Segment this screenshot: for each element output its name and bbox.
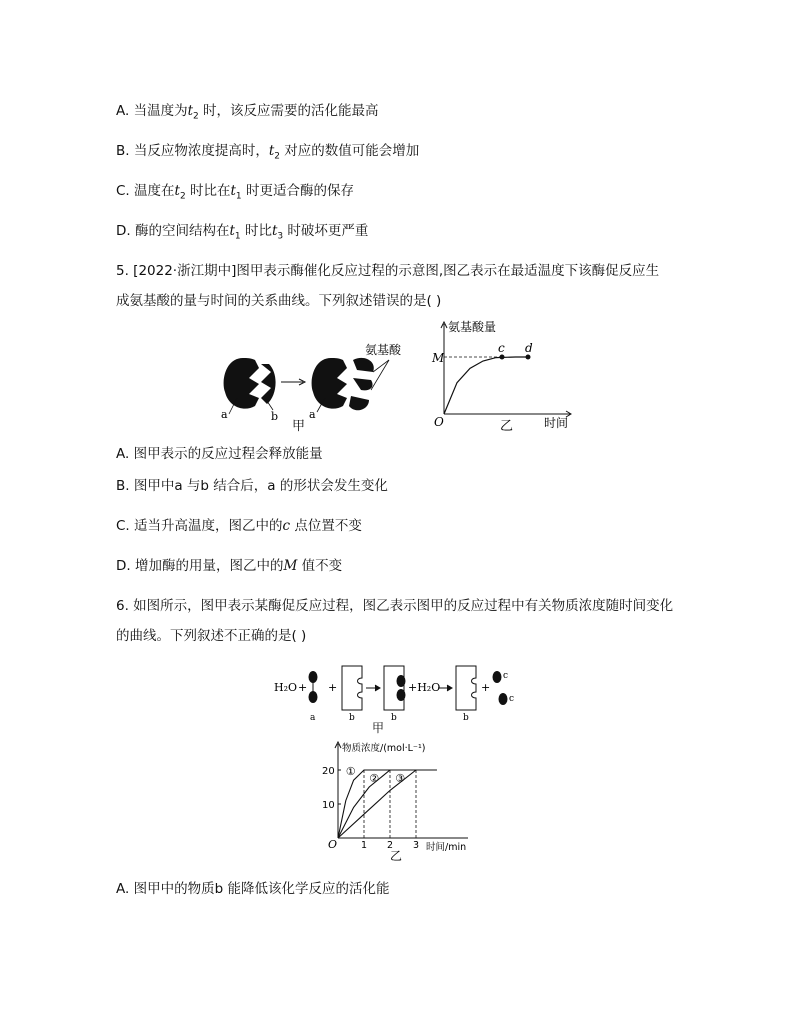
subscript: 1 [234, 231, 241, 242]
q6-option-a: A. 图甲中的物质b 能降低该化学反应的活化能 [116, 881, 390, 897]
amino-acid-piece-2 [353, 378, 373, 390]
subscript: 1 [235, 191, 242, 202]
caption-yi: 乙 [390, 849, 403, 862]
option-text: 点位置不变 [290, 518, 362, 534]
label-amino-acid: 氨基酸 [365, 343, 402, 357]
enzyme-b [342, 666, 362, 710]
enzyme-b-after [456, 666, 476, 710]
bound-substrate [397, 675, 406, 687]
pointer-line [371, 360, 389, 390]
var-t: t [187, 103, 194, 119]
concentration-curve-2 [338, 770, 437, 838]
substrate-b [261, 364, 276, 404]
q6-caption-jia: 甲 [372, 721, 385, 735]
q5-option-a: A. 图甲表示的反应过程会释放能量 [116, 446, 323, 462]
option-text: 时比 [240, 223, 272, 239]
var-m: M [283, 558, 298, 574]
label-b: b [271, 410, 279, 423]
label-b: b [391, 713, 397, 723]
amino-acid-piece-3 [349, 396, 369, 410]
label-a: a [310, 713, 316, 723]
subscript: 2 [179, 191, 186, 202]
q5-caption-jia: 甲 [292, 419, 306, 434]
option-text: A. 当温度为 [116, 103, 188, 119]
plus-sign: + [298, 681, 308, 694]
label-a: a [221, 408, 228, 421]
amino-acid-piece-1 [353, 358, 374, 372]
enzyme-substrate-complex [384, 666, 404, 710]
q4-option-c [116, 182, 354, 206]
q5-figure-jia [215, 338, 415, 433]
substrate-a [309, 671, 318, 703]
var-t: t [174, 183, 180, 199]
curve-label: ③ [395, 771, 406, 785]
subscript: 3 [277, 231, 284, 242]
var-t: t [271, 223, 278, 239]
option-text: 时，该反应需要的活化能最高 [198, 103, 379, 119]
x-tick-label: 3 [413, 840, 420, 851]
amino-acid-curve [444, 357, 529, 414]
q5-chart-yi [430, 316, 580, 436]
h2o-label: H₂O [274, 681, 298, 694]
bound-substrate [397, 689, 406, 701]
option-text: 时更适合酶的保存 [241, 183, 354, 199]
x-axis-label: 时间 [544, 416, 569, 430]
c-label: c [498, 341, 505, 355]
pointer-line [373, 360, 389, 372]
plus-h2o: +H₂O [408, 681, 441, 694]
option-text: D. 增加酶的用量，图乙中的 [116, 558, 284, 574]
label-c: c [503, 671, 509, 681]
option-text: C. 温度在 [116, 183, 175, 199]
arrow-head [375, 685, 380, 691]
concentration-curve-1 [338, 770, 437, 838]
q5-option-b: B. 图甲中a 与b 结合后，a 的形状会发生变化 [116, 478, 388, 494]
label-c: c [509, 694, 515, 704]
product-c [493, 671, 502, 683]
y-axis-label: 物质浓度/(mol·L⁻¹) [342, 743, 426, 754]
caption-yi: 乙 [500, 419, 514, 434]
plus-sign: + [481, 681, 491, 694]
x-axis-label: 时间/min [426, 842, 467, 853]
var-t: t [268, 143, 275, 159]
label-a: a [309, 408, 316, 421]
q6-figure-jia [270, 660, 530, 736]
origin-label: O [434, 415, 444, 429]
option-text: D. 酶的空间结构在 [116, 223, 230, 239]
plus-sign: + [328, 681, 338, 694]
var-t: t [230, 183, 236, 199]
q5-option-d [116, 557, 342, 575]
y-tick-label: 20 [322, 766, 335, 777]
label-b: b [463, 713, 469, 723]
q5-option-c [116, 517, 362, 535]
d-label: d [525, 341, 533, 355]
option-text: B. 当反应物浓度提高时， [116, 143, 269, 159]
q6-stem-line1: 6. 如图所示，图甲表示某酶促反应过程，图乙表示图甲的反应过程中有关物质浓度随时间变化 [116, 598, 674, 614]
enzyme-shape-a-after [312, 358, 374, 410]
m-label: M [432, 351, 445, 365]
origin-label: O [328, 838, 338, 851]
option-text: C. 适当升高温度，图乙中的 [116, 518, 283, 534]
q4-option-b [116, 142, 419, 166]
var-t: t [229, 223, 235, 239]
q5-stem-line2: 成氨基酸的量与时间的关系曲线。下列叙述错误的是( ) [116, 293, 442, 309]
option-text: 对应的数值可能会增加 [280, 143, 420, 159]
enzyme-shape-a [224, 358, 276, 409]
var-c: c [282, 518, 291, 534]
q4-option-d [116, 222, 368, 246]
product-c [499, 693, 508, 705]
option-text: 时比在 [185, 183, 231, 199]
x-tick-label: 1 [361, 840, 368, 851]
concentration-curve-3 [338, 770, 437, 838]
q5-stem-line1: 5. [2022·浙江期中]图甲表示酶催化反应过程的示意图,图乙表示在最适温度下该酶促反应生 [116, 263, 660, 279]
y-axis-label: 氨基酸量 [448, 320, 497, 334]
option-text: 时破坏更严重 [283, 223, 369, 239]
q4-option-a [116, 102, 379, 126]
subscript: 2 [193, 111, 199, 122]
q6-chart-yi [318, 738, 478, 862]
arrow-head [447, 685, 452, 691]
point-c [500, 355, 505, 360]
point-d [526, 355, 531, 360]
x-tick-label: 2 [387, 840, 394, 851]
option-text: 值不变 [297, 558, 343, 574]
q6-stem-line2: 的曲线。下列叙述不正确的是( ) [116, 628, 307, 644]
subscript: 2 [274, 151, 281, 162]
label-b: b [349, 713, 355, 723]
curve-label: ② [369, 771, 380, 785]
y-tick-label: 10 [322, 800, 335, 811]
curve-label: ① [345, 765, 356, 779]
